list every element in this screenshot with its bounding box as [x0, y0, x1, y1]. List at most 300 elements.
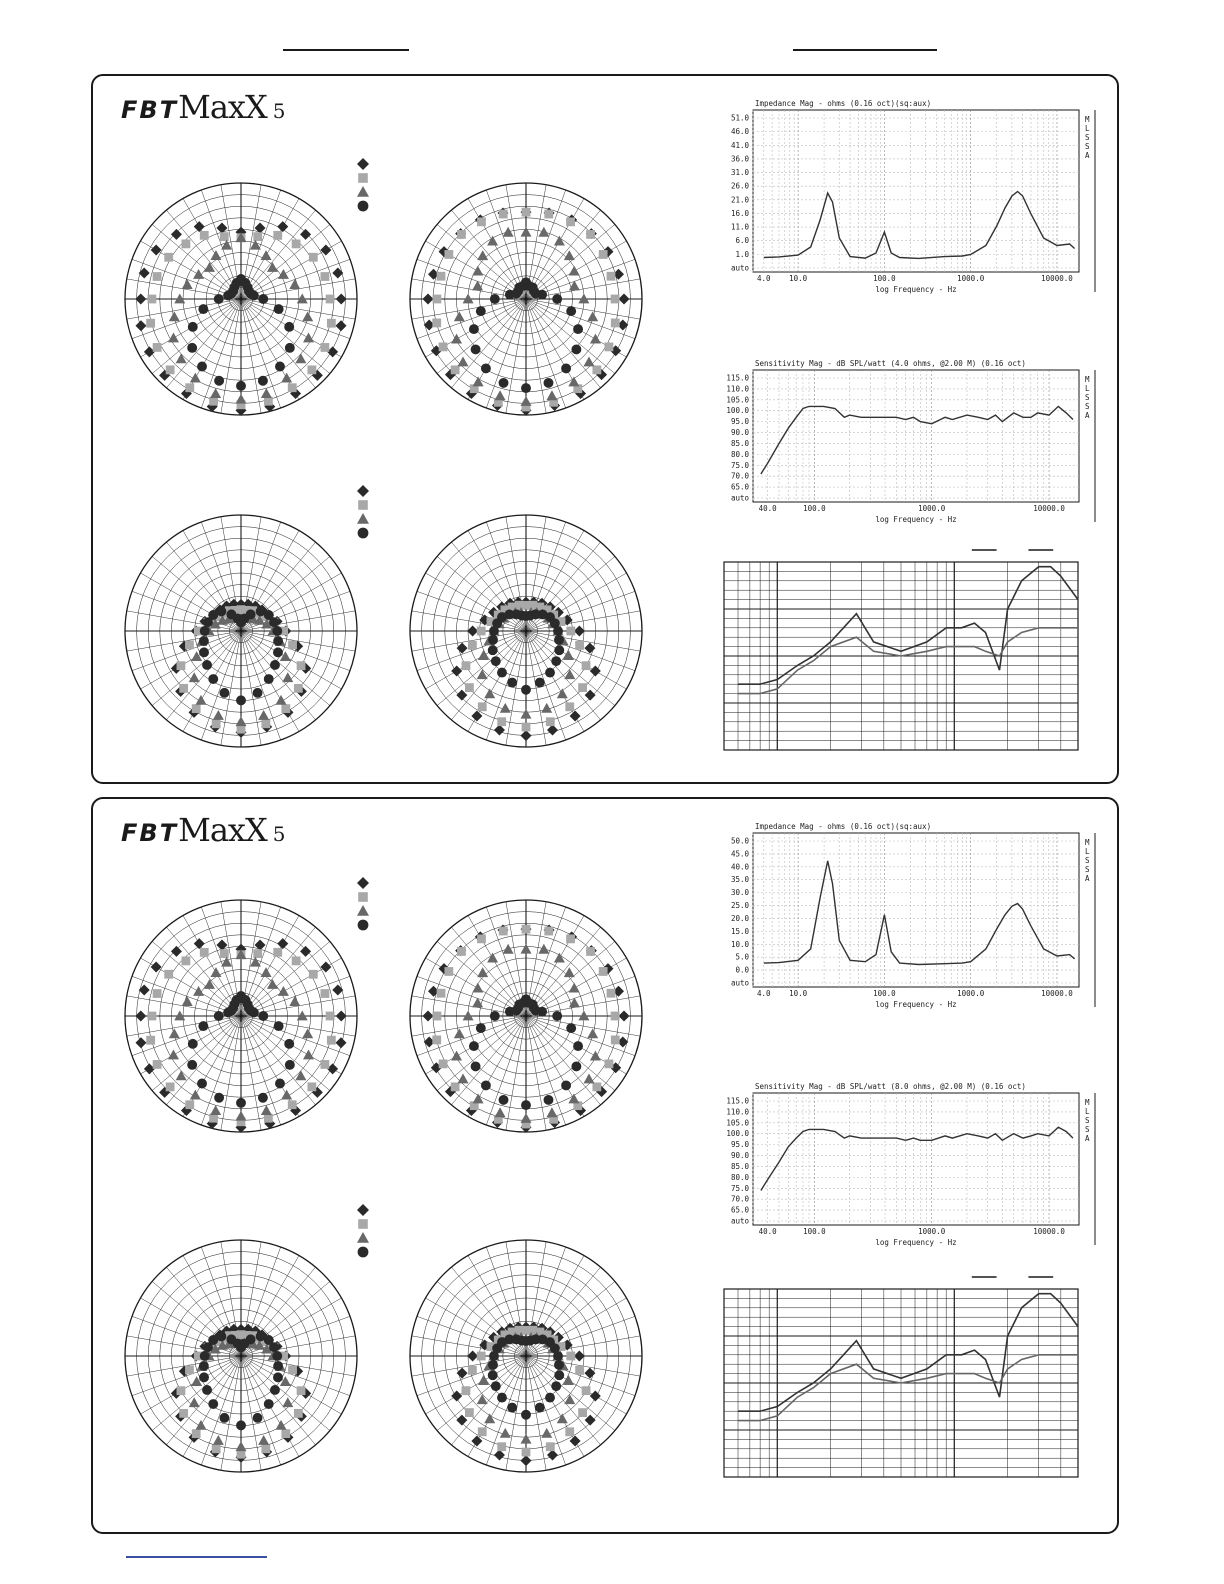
polar-point — [177, 1386, 186, 1395]
polar-point — [332, 985, 343, 996]
polar-point — [176, 353, 187, 363]
polar-point — [521, 1410, 531, 1420]
polar-point — [166, 365, 175, 374]
polar-point — [472, 266, 483, 276]
polar-point — [309, 970, 318, 979]
polar-point — [336, 1011, 347, 1022]
polar-point — [139, 985, 150, 996]
polar-point — [281, 704, 290, 713]
polar-point — [471, 344, 481, 354]
polar-point — [476, 306, 486, 316]
polar-point — [546, 390, 557, 400]
polar-point — [566, 1352, 575, 1361]
polar-point — [209, 1114, 218, 1123]
x-tick-label: 1000.0 — [957, 274, 985, 283]
polar-point — [457, 947, 466, 956]
polar-point — [213, 1435, 224, 1445]
polar-point — [423, 1011, 434, 1022]
polar-spoke — [451, 1016, 526, 1105]
polar-point — [490, 294, 500, 304]
polar-point — [522, 1448, 531, 1457]
polar-point — [285, 343, 295, 353]
polar-point — [592, 365, 601, 374]
polar-point — [294, 1409, 303, 1418]
polar-point — [574, 626, 585, 637]
polar-point — [586, 230, 595, 239]
polar-point — [236, 1420, 246, 1430]
polar-point — [220, 232, 229, 241]
polar-point — [507, 678, 517, 688]
polar-point — [288, 1100, 297, 1109]
x-tick-label: 10000.0 — [1041, 274, 1073, 283]
polar-point — [484, 1413, 495, 1423]
polar-point — [497, 717, 506, 726]
polar-point — [573, 1041, 583, 1051]
polar-point — [214, 294, 224, 304]
square-icon — [358, 892, 368, 902]
polar-point — [253, 688, 263, 698]
polar-chart — [125, 1240, 357, 1472]
polar-point — [284, 1039, 294, 1049]
polar-point — [220, 949, 229, 958]
y-tick-label: 70.0 — [730, 471, 749, 481]
chart-frame — [753, 370, 1079, 502]
polar-point — [471, 1061, 481, 1071]
polar-point — [582, 1386, 591, 1395]
polar-point — [469, 1041, 479, 1051]
series-line — [764, 861, 1075, 965]
polar-point — [451, 1082, 460, 1091]
polar-point — [275, 1079, 285, 1089]
y-tick-label: 100.0 — [726, 1129, 749, 1139]
polar-chart — [125, 900, 357, 1133]
polar-point — [285, 1060, 295, 1070]
polar-point — [432, 1036, 441, 1045]
triangle-icon — [357, 513, 369, 524]
y-tick-label: 10.0 — [730, 939, 749, 949]
polar-point — [590, 1051, 601, 1061]
polar-chart — [410, 900, 642, 1133]
polar-point — [300, 229, 311, 240]
polar-point — [566, 627, 575, 636]
polar-point — [578, 1408, 587, 1417]
y-tick-label: 31.0 — [730, 168, 749, 178]
y-tick-label: 110.0 — [726, 384, 749, 394]
polar-point — [273, 1361, 283, 1371]
polar-point — [566, 217, 575, 226]
chart-frame — [753, 1093, 1079, 1225]
polar-point — [544, 1095, 554, 1105]
polar-point — [497, 1393, 507, 1403]
polar-point — [544, 927, 553, 936]
polar-point — [326, 295, 335, 304]
y-tick-label: 6.0 — [735, 236, 749, 246]
series-line — [764, 192, 1075, 259]
polar-point — [458, 356, 469, 366]
polar-point — [467, 1351, 478, 1362]
side-label-letter: L — [1085, 384, 1090, 393]
side-label-letter: A — [1085, 874, 1090, 883]
polar-spoke — [241, 1016, 330, 1091]
polar-point — [573, 324, 583, 334]
circle-icon — [358, 528, 369, 539]
polar-point — [246, 609, 256, 619]
polar-point — [451, 334, 462, 344]
polar-point — [473, 1093, 484, 1103]
side-label-letter: M — [1085, 375, 1090, 384]
polar-point — [181, 956, 190, 965]
polar-point — [321, 989, 330, 998]
triangle-icon — [357, 1232, 369, 1243]
polar-point — [521, 1100, 531, 1110]
polar-point — [297, 661, 306, 670]
side-label-letter: M — [1085, 115, 1090, 124]
polar-point — [490, 1011, 500, 1021]
polar-point — [552, 294, 562, 304]
polar-point — [261, 1105, 272, 1115]
polar-point — [198, 304, 208, 314]
polar-point — [188, 1039, 198, 1049]
polar-point — [250, 240, 261, 250]
polar-point — [153, 1060, 162, 1069]
polar-point — [171, 229, 182, 240]
polar-point — [277, 938, 288, 949]
polar-point — [584, 643, 595, 654]
polar-point — [582, 661, 591, 670]
y-tick-label: 46.0 — [730, 127, 749, 137]
polar-chart — [410, 1240, 642, 1472]
panel-graphics — [93, 799, 1117, 1532]
polar-point — [546, 1442, 555, 1451]
polar-point — [185, 1100, 194, 1109]
y-tick-label: 0.0 — [735, 965, 749, 975]
polar-point — [432, 319, 441, 328]
polar-point — [146, 1036, 155, 1045]
polar-point — [578, 683, 587, 692]
polar-point — [273, 231, 282, 240]
y-tick-label: 105.0 — [726, 1118, 749, 1128]
polar-point — [216, 940, 227, 951]
polar-point — [179, 684, 188, 693]
polar-point — [187, 343, 197, 353]
polar-point — [541, 703, 552, 713]
y-tick-label: 26.0 — [730, 181, 749, 191]
polar-point — [592, 1082, 601, 1091]
polar-point — [264, 397, 273, 406]
polar-spoke — [437, 631, 526, 706]
circle-icon — [358, 201, 369, 212]
polar-point — [208, 674, 218, 684]
polar-point — [478, 1375, 489, 1385]
polar-point — [269, 617, 279, 627]
polar-point — [272, 626, 282, 636]
polar-point — [188, 322, 198, 332]
polar-point — [212, 719, 221, 728]
polar-point — [219, 1413, 229, 1423]
polar-point — [478, 650, 489, 660]
polar-point — [561, 1080, 571, 1090]
polar-point — [185, 383, 194, 392]
polar-point — [307, 365, 316, 374]
polar-point — [250, 957, 261, 967]
polar-point — [181, 239, 190, 248]
x-tick-label: 40.0 — [758, 504, 777, 513]
x-tick-label: 4.0 — [757, 989, 771, 998]
polar-point — [491, 656, 501, 666]
polar-point — [258, 294, 268, 304]
polar-point — [571, 1061, 581, 1071]
polar-point — [561, 363, 571, 373]
side-label-letter: S — [1085, 393, 1090, 402]
polar-point — [194, 938, 205, 949]
polar-point — [273, 948, 282, 957]
polar-point — [212, 1444, 221, 1453]
polar-point — [590, 1391, 601, 1402]
polar-point — [575, 641, 584, 650]
polar-point — [538, 227, 549, 237]
polar-point — [336, 1037, 347, 1048]
polar-point — [275, 362, 285, 372]
polar-point — [200, 948, 209, 957]
polar-point — [274, 1021, 284, 1031]
polar-point — [462, 1386, 471, 1395]
polar-point — [276, 1420, 287, 1430]
polar-point — [554, 236, 565, 246]
polar-point — [522, 723, 531, 732]
polar-point — [521, 730, 532, 741]
polar-point — [565, 1427, 574, 1436]
polar-point — [503, 944, 514, 954]
polar-point — [465, 683, 474, 692]
polar-point — [433, 295, 442, 304]
side-label-letter: L — [1085, 124, 1090, 133]
polar-point — [439, 1059, 448, 1068]
polar-point — [458, 1073, 469, 1083]
polar-point — [545, 1393, 555, 1403]
diamond-icon — [357, 158, 369, 170]
polar-point — [599, 250, 608, 259]
polar-point — [139, 268, 150, 279]
polar-point — [273, 1372, 283, 1382]
polar-point — [261, 719, 270, 728]
polar-point — [289, 996, 300, 1006]
y-tick-label: 11.0 — [730, 222, 749, 232]
polar-point — [321, 272, 330, 281]
polar-point — [214, 376, 224, 386]
polar-point — [557, 688, 568, 698]
polar-point — [522, 208, 531, 217]
polar-point — [454, 1028, 465, 1038]
polar-point — [302, 311, 313, 321]
polar-point — [294, 684, 303, 693]
polar-point — [288, 1365, 297, 1374]
polar-point — [221, 240, 232, 250]
square-icon — [358, 1219, 368, 1229]
polar-point — [477, 627, 486, 636]
polar-point — [499, 927, 508, 936]
circle-icon — [358, 920, 369, 931]
polar-point — [488, 1360, 498, 1370]
polar-point — [264, 1114, 273, 1123]
polar-point — [553, 626, 563, 636]
polar-point — [153, 272, 162, 281]
polar-point — [200, 1351, 210, 1361]
polar-spoke — [241, 299, 330, 374]
polar-point — [193, 269, 204, 279]
side-label-letter: M — [1085, 1098, 1090, 1107]
polar-point — [521, 709, 532, 719]
polar-point — [336, 320, 347, 331]
polar-point — [457, 643, 468, 654]
series-line — [738, 1355, 1078, 1421]
polar-point — [289, 279, 300, 289]
polar-point — [193, 986, 204, 996]
polar-point — [521, 227, 532, 237]
diamond-icon — [357, 877, 369, 889]
y-tick-label: 105.0 — [726, 395, 749, 405]
side-label-letter: L — [1085, 847, 1090, 856]
series-line — [738, 1294, 1078, 1412]
polar-point — [457, 230, 466, 239]
y-tick-label: 5.0 — [735, 952, 749, 962]
polar-point — [219, 688, 229, 698]
polar-point — [451, 1391, 462, 1402]
model-number: 5 — [272, 99, 286, 123]
polar-point — [535, 1403, 545, 1413]
polar-point — [473, 376, 484, 386]
chart-title: Impedance Mag - ohms (0.16 oct)(sq:aux) — [755, 822, 932, 831]
polar-point — [537, 290, 547, 300]
frequency-response-chart — [724, 550, 1078, 750]
polar-point — [236, 1441, 247, 1451]
polar-point — [488, 635, 498, 645]
footer-rule — [126, 1556, 267, 1558]
y-tick-label: 15.0 — [730, 926, 749, 936]
y-tick-label: 80.0 — [730, 449, 749, 459]
polar-point — [521, 1455, 532, 1466]
header-rule-left — [283, 49, 409, 51]
polar-point — [607, 989, 616, 998]
polar-point — [270, 660, 280, 670]
polar-point — [284, 322, 294, 332]
triangle-icon — [357, 905, 369, 916]
polar-spoke — [526, 299, 601, 388]
x-tick-label: 10.0 — [789, 989, 808, 998]
frequency-response-chart — [724, 1277, 1078, 1477]
polar-point — [590, 666, 601, 677]
polar-point — [195, 695, 206, 705]
polar-point — [571, 344, 581, 354]
polar-point — [292, 239, 301, 248]
polar-point — [465, 1408, 474, 1417]
polar-point — [481, 363, 491, 373]
polar-point — [261, 250, 272, 260]
polar-point — [307, 1082, 316, 1091]
polar-point — [258, 710, 269, 720]
polar-point — [171, 946, 182, 957]
y-tick-label: 25.0 — [730, 901, 749, 911]
polar-spoke — [152, 299, 241, 374]
polar-point — [566, 1023, 576, 1033]
polar-point — [204, 262, 215, 272]
polar-point — [439, 342, 448, 351]
side-label-letter: A — [1085, 151, 1090, 160]
polar-point — [197, 362, 207, 372]
panel-graphics — [93, 76, 1117, 782]
polar-point — [192, 704, 201, 713]
polar-point — [544, 378, 554, 388]
polar-point — [476, 1023, 486, 1033]
chart-title: Sensitivity Mag - dB SPL/watt (4.0 ohms, @2.00 M) (0.16 oct) — [755, 359, 1026, 368]
y-tick-label: 75.0 — [730, 460, 749, 470]
y-tick-label: 70.0 — [730, 1194, 749, 1204]
diamond-icon — [357, 1204, 369, 1216]
polar-point — [454, 311, 465, 321]
panel-1 — [91, 74, 1119, 784]
polar-point — [246, 1334, 256, 1344]
polar-point — [507, 1403, 517, 1413]
polar-point — [327, 1036, 336, 1045]
polar-spoke — [526, 1356, 615, 1431]
polar-point — [444, 967, 453, 976]
polar-point — [192, 1429, 201, 1438]
model-number: 5 — [272, 822, 286, 846]
polar-point — [468, 641, 477, 650]
polar-point — [269, 1342, 279, 1352]
polar-point — [204, 979, 215, 989]
polar-point — [146, 319, 155, 328]
polar-point — [433, 1012, 442, 1021]
x-tick-label: 1000.0 — [957, 989, 985, 998]
polar-point — [551, 656, 561, 666]
polar-point — [541, 1428, 552, 1438]
polar-point — [575, 1366, 584, 1375]
polar-point — [278, 986, 289, 996]
header-rule-right — [793, 49, 937, 51]
polar-point — [249, 1008, 259, 1018]
polar-point — [236, 1098, 246, 1108]
polar-point — [164, 970, 173, 979]
polar-point — [605, 1059, 614, 1068]
y-tick-label: 36.0 — [730, 154, 749, 164]
polar-point — [327, 319, 336, 328]
y-tick-label: 115.0 — [726, 1096, 749, 1106]
polar-point — [500, 1428, 511, 1438]
polar-point — [583, 1073, 594, 1083]
polar-point — [273, 647, 283, 657]
y-tick-label: auto — [730, 1216, 749, 1226]
polar-point — [210, 1105, 221, 1115]
polar-point — [236, 381, 246, 391]
polar-point — [208, 1399, 218, 1409]
polar-point — [336, 294, 347, 305]
polar-point — [198, 1021, 208, 1031]
polar-point — [569, 983, 580, 993]
polar-point — [295, 1070, 306, 1080]
polar-point — [321, 343, 330, 352]
polar-point — [214, 1011, 224, 1021]
y-tick-label: 110.0 — [726, 1107, 749, 1117]
polar-point — [611, 295, 620, 304]
polar-point — [272, 1351, 282, 1361]
polar-point — [469, 324, 479, 334]
side-label-letter: A — [1085, 411, 1090, 420]
x-tick-label: 10000.0 — [1033, 1227, 1065, 1236]
polar-point — [568, 1093, 579, 1103]
polar-point — [236, 716, 247, 726]
polar-point — [148, 1012, 157, 1021]
polar-point — [488, 1370, 498, 1380]
